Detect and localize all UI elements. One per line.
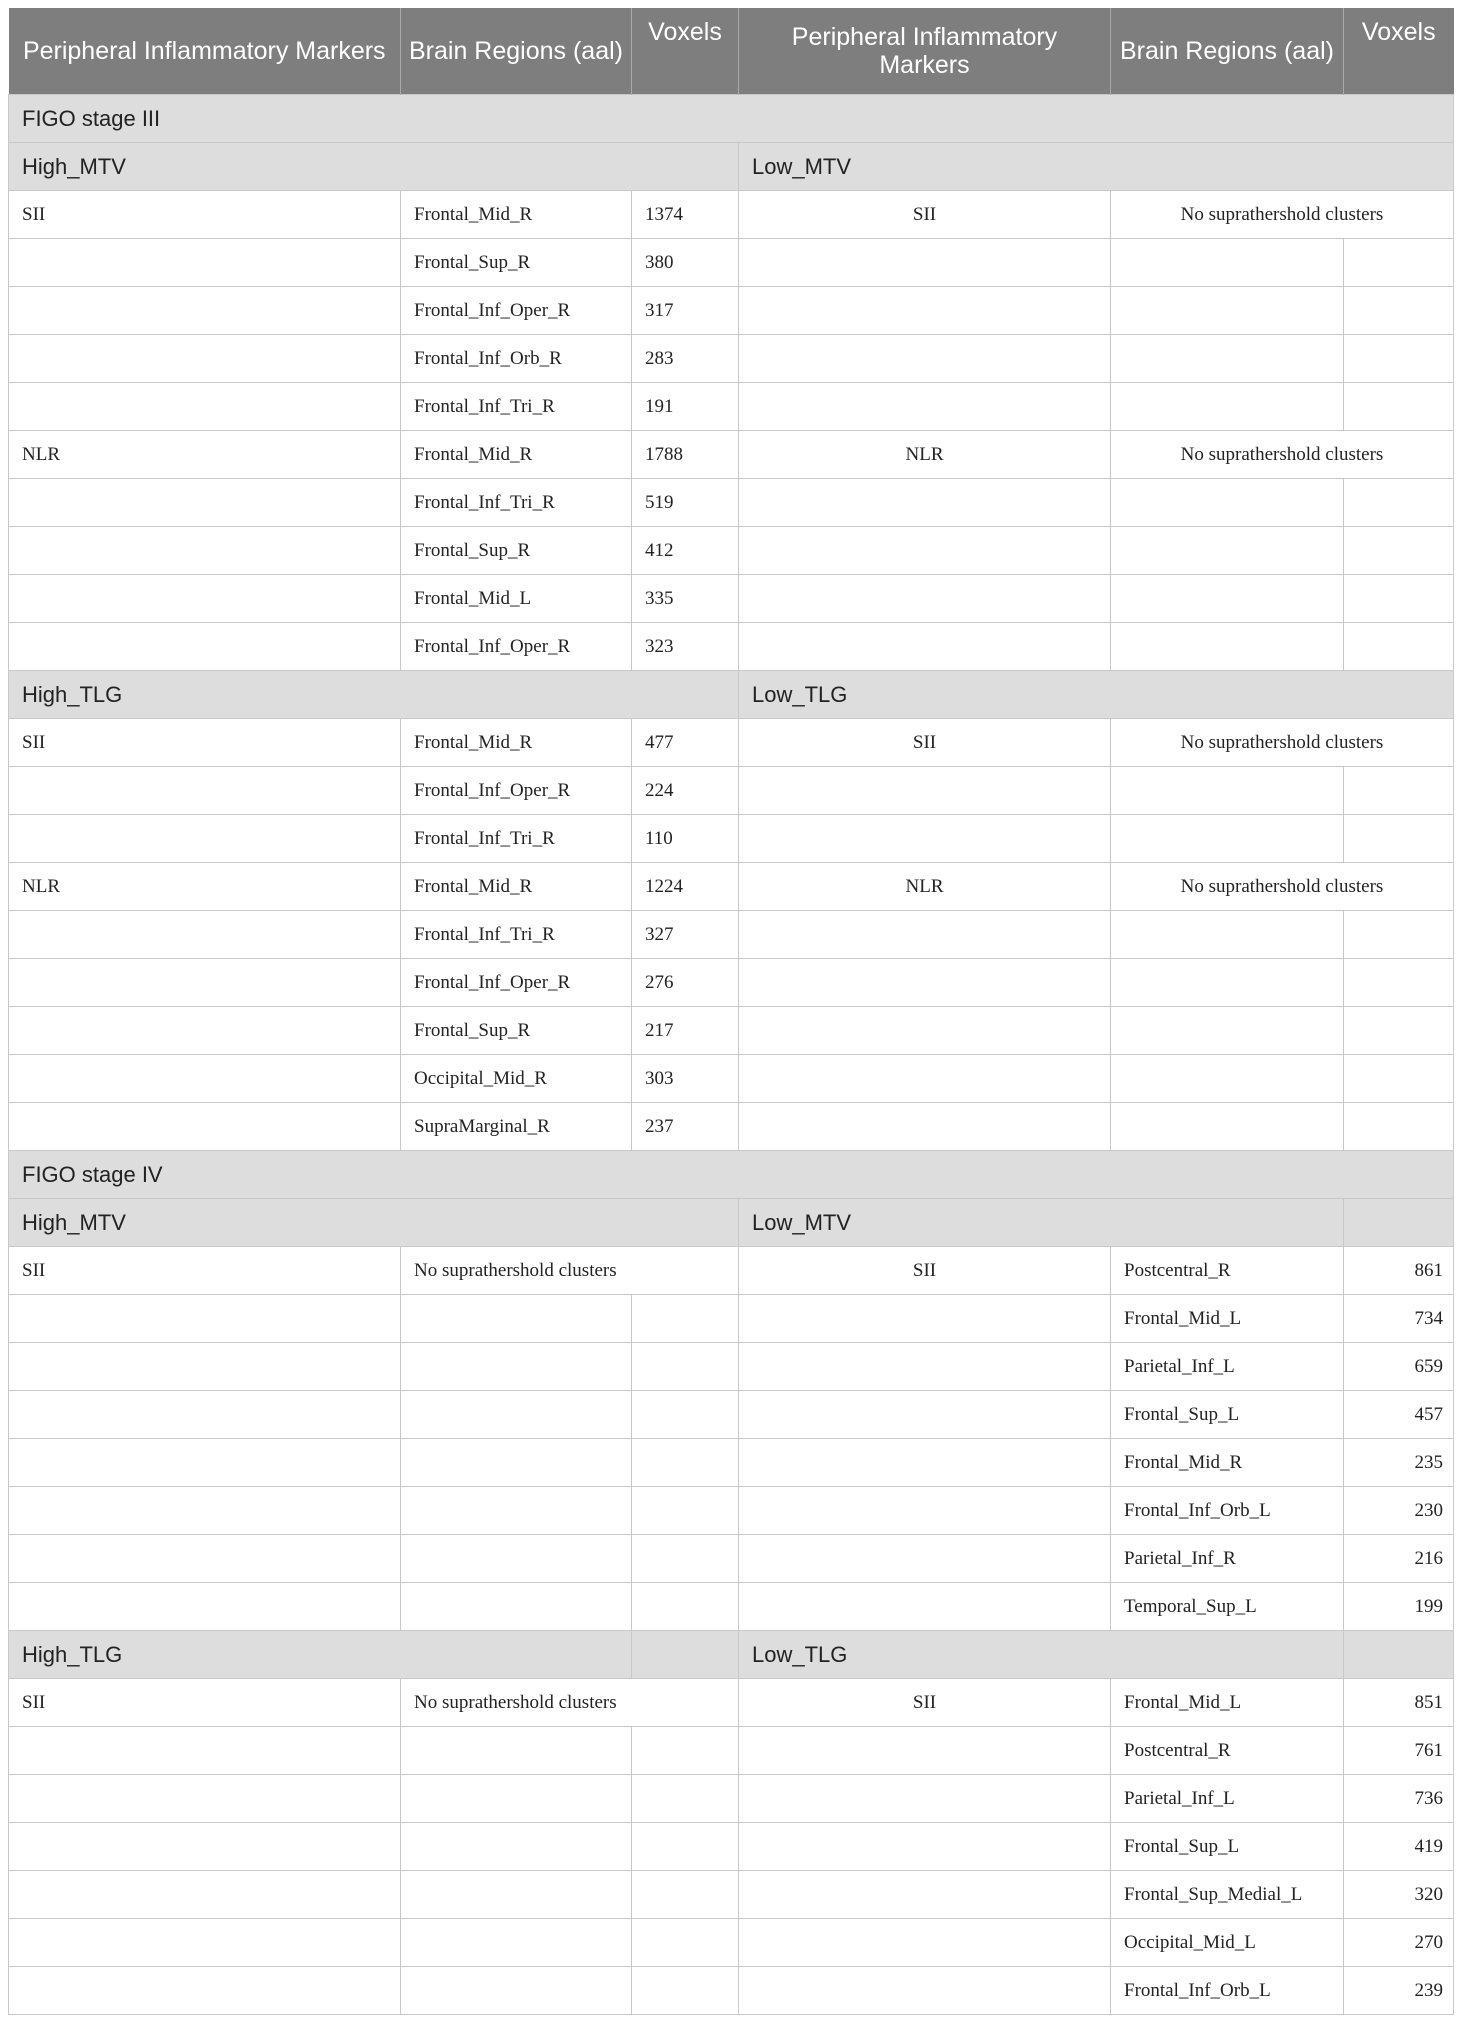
cell-marker-right (739, 575, 1111, 623)
cell-marker-left (9, 1055, 401, 1103)
cell-marker-right: SII (739, 719, 1111, 767)
cell-voxels-right (1344, 623, 1454, 671)
cell-marker-right (739, 479, 1111, 527)
cell-region-right (1111, 527, 1344, 575)
cell-marker-left (9, 959, 401, 1007)
cell-region-right: Parietal_Inf_L (1111, 1775, 1344, 1823)
cell-region-right: Frontal_Mid_L (1111, 1679, 1344, 1727)
header-regions-right: Brain Regions (aal) (1111, 8, 1344, 95)
cell-marker-right (739, 1007, 1111, 1055)
cell-marker-left (9, 1343, 401, 1391)
cell-region-right (1111, 815, 1344, 863)
cell-region-right: No suprathershold clusters (1111, 719, 1454, 767)
cell-voxels-left: 224 (632, 767, 739, 815)
cell-region-right (1111, 239, 1344, 287)
cell-voxels-right: 734 (1344, 1295, 1454, 1343)
cell-marker-right (739, 1967, 1111, 2015)
cell-region-right (1111, 959, 1344, 1007)
group-title-right: Low_TLG (739, 1631, 1344, 1679)
cell-region-left (401, 1727, 632, 1775)
cell-marker-left (9, 575, 401, 623)
cell-region-right: No suprathershold clusters (1111, 431, 1454, 479)
cell-voxels-right: 736 (1344, 1775, 1454, 1823)
cell-voxels-right (1344, 911, 1454, 959)
cell-region-left (401, 1919, 632, 1967)
cell-marker-left (9, 479, 401, 527)
results-table-container (8, 8, 1453, 2015)
cell-region-right (1111, 335, 1344, 383)
cell-marker-right (739, 1871, 1111, 1919)
cell-region-right: Frontal_Sup_L (1111, 1823, 1344, 1871)
cell-voxels-right: 761 (1344, 1727, 1454, 1775)
cell-voxels-left (632, 1439, 739, 1487)
cell-voxels-right (1344, 479, 1454, 527)
cell-region-left (401, 1487, 632, 1535)
cell-marker-left (9, 1919, 401, 1967)
cell-voxels-right: 861 (1344, 1247, 1454, 1295)
cell-marker-right (739, 1487, 1111, 1535)
table-row (9, 1391, 1454, 1439)
cell-region-right: Postcentral_R (1111, 1247, 1344, 1295)
cell-region-left (401, 1967, 632, 2015)
cell-voxels-left: 477 (632, 719, 739, 767)
cell-region-right: Frontal_Inf_Orb_L (1111, 1967, 1344, 2015)
cell-voxels-left (632, 1919, 739, 1967)
cell-marker-left (9, 1823, 401, 1871)
cell-voxels-right (1344, 1055, 1454, 1103)
cell-region-left (401, 1535, 632, 1583)
section-header-row (9, 1631, 1454, 1679)
group-title-spacer (1344, 1199, 1454, 1247)
table-row (9, 767, 1454, 815)
cell-voxels-right (1344, 959, 1454, 1007)
cell-voxels-left (632, 1487, 739, 1535)
cell-region-right (1111, 287, 1344, 335)
cell-marker-left (9, 527, 401, 575)
cell-voxels-right: 851 (1344, 1679, 1454, 1727)
cell-voxels-right: 199 (1344, 1583, 1454, 1631)
cell-voxels-left: 303 (632, 1055, 739, 1103)
table-row (9, 287, 1454, 335)
cell-voxels-left: 1374 (632, 191, 739, 239)
table-row (9, 1007, 1454, 1055)
cell-voxels-right (1344, 1007, 1454, 1055)
cell-marker-right (739, 1535, 1111, 1583)
cell-marker-left (9, 1103, 401, 1151)
cell-marker-right (739, 911, 1111, 959)
table-row (9, 863, 1454, 911)
cell-voxels-left: 283 (632, 335, 739, 383)
cell-marker-left (9, 911, 401, 959)
cell-region-right: Frontal_Mid_L (1111, 1295, 1344, 1343)
cell-marker-left (9, 623, 401, 671)
cell-marker-left (9, 1967, 401, 2015)
cell-region-left: Frontal_Inf_Oper_R (401, 287, 632, 335)
cell-voxels-left: 519 (632, 479, 739, 527)
table-row (9, 1487, 1454, 1535)
cell-marker-right (739, 1391, 1111, 1439)
cell-region-left: Frontal_Mid_R (401, 863, 632, 911)
cell-region-right: Frontal_Sup_L (1111, 1391, 1344, 1439)
cell-voxels-left: 1788 (632, 431, 739, 479)
cell-marker-right: SII (739, 1679, 1111, 1727)
cell-marker-right: SII (739, 1247, 1111, 1295)
cell-region-right (1111, 383, 1344, 431)
table-row (9, 719, 1454, 767)
cell-region-right (1111, 1103, 1344, 1151)
cell-marker-right (739, 1775, 1111, 1823)
cell-region-left: Frontal_Inf_Oper_R (401, 767, 632, 815)
cell-voxels-right: 457 (1344, 1391, 1454, 1439)
cell-marker-left: SII (9, 1247, 401, 1295)
cell-voxels-left: 380 (632, 239, 739, 287)
cell-marker-right (739, 815, 1111, 863)
section-header-row (9, 95, 1454, 143)
cell-region-right (1111, 479, 1344, 527)
table-row (9, 479, 1454, 527)
cell-voxels-left: 237 (632, 1103, 739, 1151)
stage-title: FIGO stage IV (9, 1151, 1454, 1199)
cell-region-left: Frontal_Sup_R (401, 239, 632, 287)
header-voxels-right: Voxels (1344, 8, 1454, 95)
group-title-spacer (1344, 1631, 1454, 1679)
table-row (9, 383, 1454, 431)
cell-region-left: No suprathershold clusters (401, 1679, 739, 1727)
cell-region-left: Frontal_Inf_Tri_R (401, 383, 632, 431)
cell-marker-left (9, 1535, 401, 1583)
cell-marker-right (739, 287, 1111, 335)
table-row (9, 1343, 1454, 1391)
cell-marker-left: NLR (9, 431, 401, 479)
cell-marker-right (739, 1295, 1111, 1343)
header-regions-left: Brain Regions (aal) (401, 8, 632, 95)
cell-voxels-right (1344, 575, 1454, 623)
table-row (9, 1583, 1454, 1631)
table-row (9, 911, 1454, 959)
cell-region-right: Temporal_Sup_L (1111, 1583, 1344, 1631)
cell-voxels-right (1344, 815, 1454, 863)
cell-marker-right (739, 959, 1111, 1007)
cell-voxels-right (1344, 527, 1454, 575)
table-row (9, 1775, 1454, 1823)
cell-region-left: Frontal_Mid_R (401, 431, 632, 479)
cell-region-left (401, 1391, 632, 1439)
cell-voxels-right (1344, 287, 1454, 335)
cell-region-left: Frontal_Sup_R (401, 527, 632, 575)
cell-marker-right (739, 1439, 1111, 1487)
cell-voxels-right: 235 (1344, 1439, 1454, 1487)
table-row (9, 1535, 1454, 1583)
cell-marker-left (9, 1487, 401, 1535)
table-row (9, 239, 1454, 287)
cell-region-left: No suprathershold clusters (401, 1247, 739, 1295)
table-row (9, 431, 1454, 479)
cell-marker-left (9, 815, 401, 863)
table-row (9, 959, 1454, 1007)
results-table (8, 8, 1454, 2015)
cell-region-left: Frontal_Inf_Oper_R (401, 959, 632, 1007)
cell-marker-left (9, 383, 401, 431)
cell-marker-left (9, 1007, 401, 1055)
cell-region-right (1111, 911, 1344, 959)
cell-region-left (401, 1583, 632, 1631)
cell-voxels-right: 239 (1344, 1967, 1454, 2015)
table-row (9, 815, 1454, 863)
cell-region-right (1111, 1055, 1344, 1103)
cell-marker-right (739, 527, 1111, 575)
table-row (9, 575, 1454, 623)
cell-marker-left (9, 1391, 401, 1439)
cell-region-right (1111, 1007, 1344, 1055)
cell-voxels-right (1344, 383, 1454, 431)
table-row (9, 1919, 1454, 1967)
cell-region-right (1111, 767, 1344, 815)
cell-region-left (401, 1871, 632, 1919)
cell-region-left: Occipital_Mid_R (401, 1055, 632, 1103)
group-title-left: High_TLG (9, 671, 739, 719)
cell-voxels-right: 419 (1344, 1823, 1454, 1871)
table-row (9, 1679, 1454, 1727)
cell-voxels-left: 317 (632, 287, 739, 335)
cell-region-right: Frontal_Mid_R (1111, 1439, 1344, 1487)
cell-marker-left (9, 239, 401, 287)
cell-voxels-left (632, 1343, 739, 1391)
group-title-spacer (632, 1631, 739, 1679)
cell-marker-right (739, 1823, 1111, 1871)
cell-region-left: Frontal_Inf_Orb_R (401, 335, 632, 383)
cell-marker-left: SII (9, 1679, 401, 1727)
cell-marker-left: NLR (9, 863, 401, 911)
cell-marker-right (739, 1343, 1111, 1391)
cell-voxels-left (632, 1775, 739, 1823)
cell-region-right: Postcentral_R (1111, 1727, 1344, 1775)
header-voxels-left: Voxels (632, 8, 739, 95)
table-row (9, 1823, 1454, 1871)
table-row (9, 191, 1454, 239)
cell-marker-right (739, 1727, 1111, 1775)
cell-voxels-right (1344, 1103, 1454, 1151)
cell-marker-right: SII (739, 191, 1111, 239)
table-row (9, 1055, 1454, 1103)
cell-voxels-left (632, 1871, 739, 1919)
cell-marker-left (9, 1583, 401, 1631)
section-header-row (9, 1151, 1454, 1199)
cell-marker-left (9, 767, 401, 815)
cell-region-right (1111, 623, 1344, 671)
table-body (9, 95, 1454, 2015)
header-row (9, 8, 1454, 95)
cell-region-right: Occipital_Mid_L (1111, 1919, 1344, 1967)
cell-voxels-right (1344, 767, 1454, 815)
table-row (9, 1967, 1454, 2015)
table-row (9, 1727, 1454, 1775)
section-header-row (9, 1199, 1454, 1247)
cell-voxels-left: 335 (632, 575, 739, 623)
cell-voxels-right (1344, 239, 1454, 287)
cell-region-right: Frontal_Sup_Medial_L (1111, 1871, 1344, 1919)
group-title-right: Low_TLG (739, 671, 1454, 719)
group-title-right: Low_MTV (739, 143, 1454, 191)
section-header-row (9, 671, 1454, 719)
cell-region-right: Parietal_Inf_R (1111, 1535, 1344, 1583)
cell-voxels-left: 1224 (632, 863, 739, 911)
cell-voxels-left: 276 (632, 959, 739, 1007)
cell-region-left: SupraMarginal_R (401, 1103, 632, 1151)
cell-region-right: No suprathershold clusters (1111, 191, 1454, 239)
cell-marker-right: NLR (739, 431, 1111, 479)
cell-region-left (401, 1343, 632, 1391)
cell-region-left: Frontal_Mid_R (401, 191, 632, 239)
cell-voxels-left: 323 (632, 623, 739, 671)
cell-marker-right (739, 383, 1111, 431)
cell-voxels-left: 191 (632, 383, 739, 431)
table-row (9, 1439, 1454, 1487)
cell-marker-left: SII (9, 719, 401, 767)
cell-voxels-left (632, 1967, 739, 2015)
cell-region-right: Frontal_Inf_Orb_L (1111, 1487, 1344, 1535)
cell-region-left: Frontal_Inf_Tri_R (401, 815, 632, 863)
cell-region-left: Frontal_Sup_R (401, 1007, 632, 1055)
table-row (9, 527, 1454, 575)
cell-marker-right: NLR (739, 863, 1111, 911)
cell-voxels-left (632, 1391, 739, 1439)
cell-region-right: No suprathershold clusters (1111, 863, 1454, 911)
group-title-left: High_MTV (9, 143, 739, 191)
cell-voxels-right: 320 (1344, 1871, 1454, 1919)
cell-marker-right (739, 1055, 1111, 1103)
header-markers-left: Peripheral Inflammatory Markers (9, 8, 401, 95)
table-row (9, 335, 1454, 383)
cell-marker-right (739, 1103, 1111, 1151)
cell-region-right (1111, 575, 1344, 623)
cell-voxels-left: 327 (632, 911, 739, 959)
cell-region-left: Frontal_Mid_R (401, 719, 632, 767)
cell-voxels-right: 659 (1344, 1343, 1454, 1391)
cell-region-left (401, 1775, 632, 1823)
cell-region-left: Frontal_Inf_Tri_R (401, 911, 632, 959)
cell-marker-right (739, 767, 1111, 815)
cell-marker-left (9, 1439, 401, 1487)
cell-region-left (401, 1295, 632, 1343)
cell-marker-left (9, 335, 401, 383)
cell-voxels-right: 230 (1344, 1487, 1454, 1535)
cell-region-left: Frontal_Inf_Tri_R (401, 479, 632, 527)
table-row (9, 1871, 1454, 1919)
group-title-left: High_TLG (9, 1631, 632, 1679)
cell-region-left: Frontal_Mid_L (401, 575, 632, 623)
section-header-row (9, 143, 1454, 191)
cell-marker-right (739, 239, 1111, 287)
cell-region-left (401, 1823, 632, 1871)
table-row (9, 1295, 1454, 1343)
cell-voxels-left: 217 (632, 1007, 739, 1055)
cell-marker-left (9, 287, 401, 335)
cell-voxels-left (632, 1823, 739, 1871)
cell-voxels-left: 412 (632, 527, 739, 575)
cell-marker-left (9, 1775, 401, 1823)
table-row (9, 1103, 1454, 1151)
cell-marker-right (739, 623, 1111, 671)
cell-voxels-right: 270 (1344, 1919, 1454, 1967)
cell-region-left (401, 1439, 632, 1487)
cell-voxels-left (632, 1583, 739, 1631)
group-title-left: High_MTV (9, 1199, 739, 1247)
group-title-right: Low_MTV (739, 1199, 1344, 1247)
cell-marker-left (9, 1295, 401, 1343)
cell-region-right: Parietal_Inf_L (1111, 1343, 1344, 1391)
cell-marker-right (739, 1919, 1111, 1967)
cell-marker-left (9, 1871, 401, 1919)
cell-voxels-left (632, 1295, 739, 1343)
table-row (9, 623, 1454, 671)
table-row (9, 1247, 1454, 1295)
header-markers-right: Peripheral Inflammatory Markers (739, 8, 1111, 95)
cell-marker-right (739, 1583, 1111, 1631)
cell-voxels-left: 110 (632, 815, 739, 863)
cell-marker-left: SII (9, 191, 401, 239)
cell-marker-left (9, 1727, 401, 1775)
cell-voxels-left (632, 1535, 739, 1583)
cell-marker-right (739, 335, 1111, 383)
cell-voxels-right: 216 (1344, 1535, 1454, 1583)
cell-voxels-left (632, 1727, 739, 1775)
stage-title: FIGO stage III (9, 95, 1454, 143)
cell-region-left: Frontal_Inf_Oper_R (401, 623, 632, 671)
cell-voxels-right (1344, 335, 1454, 383)
